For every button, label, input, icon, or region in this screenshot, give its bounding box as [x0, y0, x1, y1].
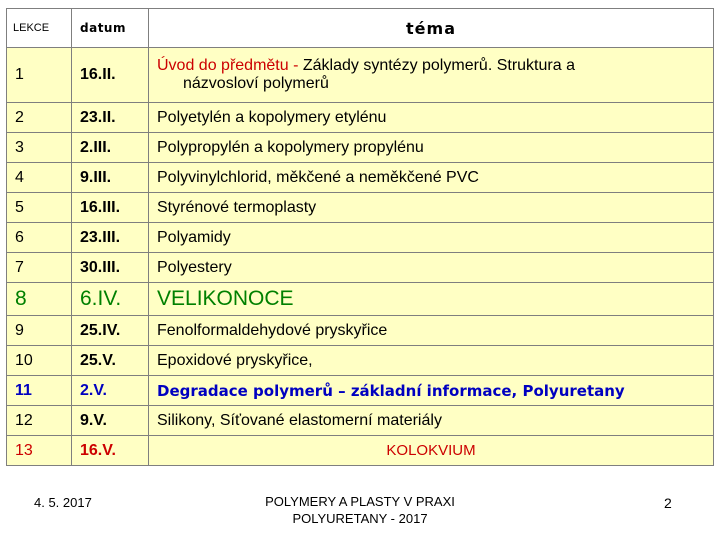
lesson-topic: Polyamidy [149, 223, 714, 253]
lesson-number: 10 [7, 346, 72, 376]
topic-intro-rest: Základy syntézy polymerů. Struktura a [298, 57, 575, 74]
lesson-date: 23.III. [72, 223, 149, 253]
lesson-number: 2 [7, 103, 72, 133]
lesson-topic: KOLOKVIUM [149, 436, 714, 466]
lesson-topic: Fenolformaldehydové pryskyřice [149, 316, 714, 346]
table-row [7, 253, 714, 283]
table-row [7, 48, 714, 103]
lesson-date: 25.V. [72, 346, 149, 376]
footer-title-line2: POLYURETANY - 2017 [292, 511, 428, 526]
table-row-highlight [7, 376, 714, 406]
lesson-topic: Polyetylén a kopolymery etylénu [149, 103, 714, 133]
lesson-topic: Polyestery [149, 253, 714, 283]
lesson-date: 9.V. [72, 406, 149, 436]
lesson-number: 9 [7, 316, 72, 346]
table-row [7, 163, 714, 193]
table-header-row [7, 9, 714, 48]
lesson-date: 2.V. [72, 376, 149, 406]
lesson-date: 25.IV. [72, 316, 149, 346]
page-number: 2 [664, 495, 672, 511]
lesson-number: 7 [7, 253, 72, 283]
lesson-date: 16.III. [72, 193, 149, 223]
footer-title [240, 493, 480, 527]
lesson-date: 2.III. [72, 133, 149, 163]
lesson-topic: Silikony, Síťované elastomerní materiály [149, 406, 714, 436]
lesson-number: 5 [7, 193, 72, 223]
table-row-holiday [7, 283, 714, 316]
lesson-number: 13 [7, 436, 72, 466]
table-row [7, 193, 714, 223]
lesson-topic: Epoxidové pryskyřice, [149, 346, 714, 376]
lesson-date: 16.V. [72, 436, 149, 466]
topic-intro-line2: názvosloví polymerů [183, 75, 329, 92]
lesson-date: 23.II. [72, 103, 149, 133]
lesson-number: 8 [7, 283, 72, 316]
table-row [7, 103, 714, 133]
lesson-topic: VELIKONOCE [149, 283, 714, 316]
table-row-exam [7, 436, 714, 466]
lesson-date: 6.IV. [72, 283, 149, 316]
lesson-topic: Polypropylén a kopolymery propylénu [149, 133, 714, 163]
lesson-topic: Styrénové termoplasty [149, 193, 714, 223]
lesson-number: 1 [7, 48, 72, 103]
header-datum: datum [72, 9, 149, 48]
footer-date: 4. 5. 2017 [34, 495, 92, 510]
topic-intro-highlight: Úvod do předmětu - [157, 57, 299, 74]
lesson-date: 30.III. [72, 253, 149, 283]
lesson-date: 16.II. [72, 48, 149, 103]
table-row [7, 346, 714, 376]
lesson-number: 12 [7, 406, 72, 436]
header-lekce: LEKCE [7, 9, 72, 48]
header-tema: téma [149, 9, 714, 48]
footer-title-line1: POLYMERY A PLASTY V PRAXI [265, 494, 455, 509]
table-row [7, 223, 714, 253]
lesson-topic [149, 48, 714, 103]
table-row [7, 316, 714, 346]
lesson-topic: Polyvinylchlorid, měkčené a neměkčené PVC [149, 163, 714, 193]
lesson-number: 11 [7, 376, 72, 406]
lesson-date: 9.III. [72, 163, 149, 193]
table-row [7, 406, 714, 436]
lesson-number: 3 [7, 133, 72, 163]
lesson-schedule-table [6, 8, 714, 466]
lesson-number: 4 [7, 163, 72, 193]
lesson-number: 6 [7, 223, 72, 253]
lesson-topic: Degradace polymerů – základní informace, Polyuretany [149, 376, 714, 406]
table-row [7, 133, 714, 163]
